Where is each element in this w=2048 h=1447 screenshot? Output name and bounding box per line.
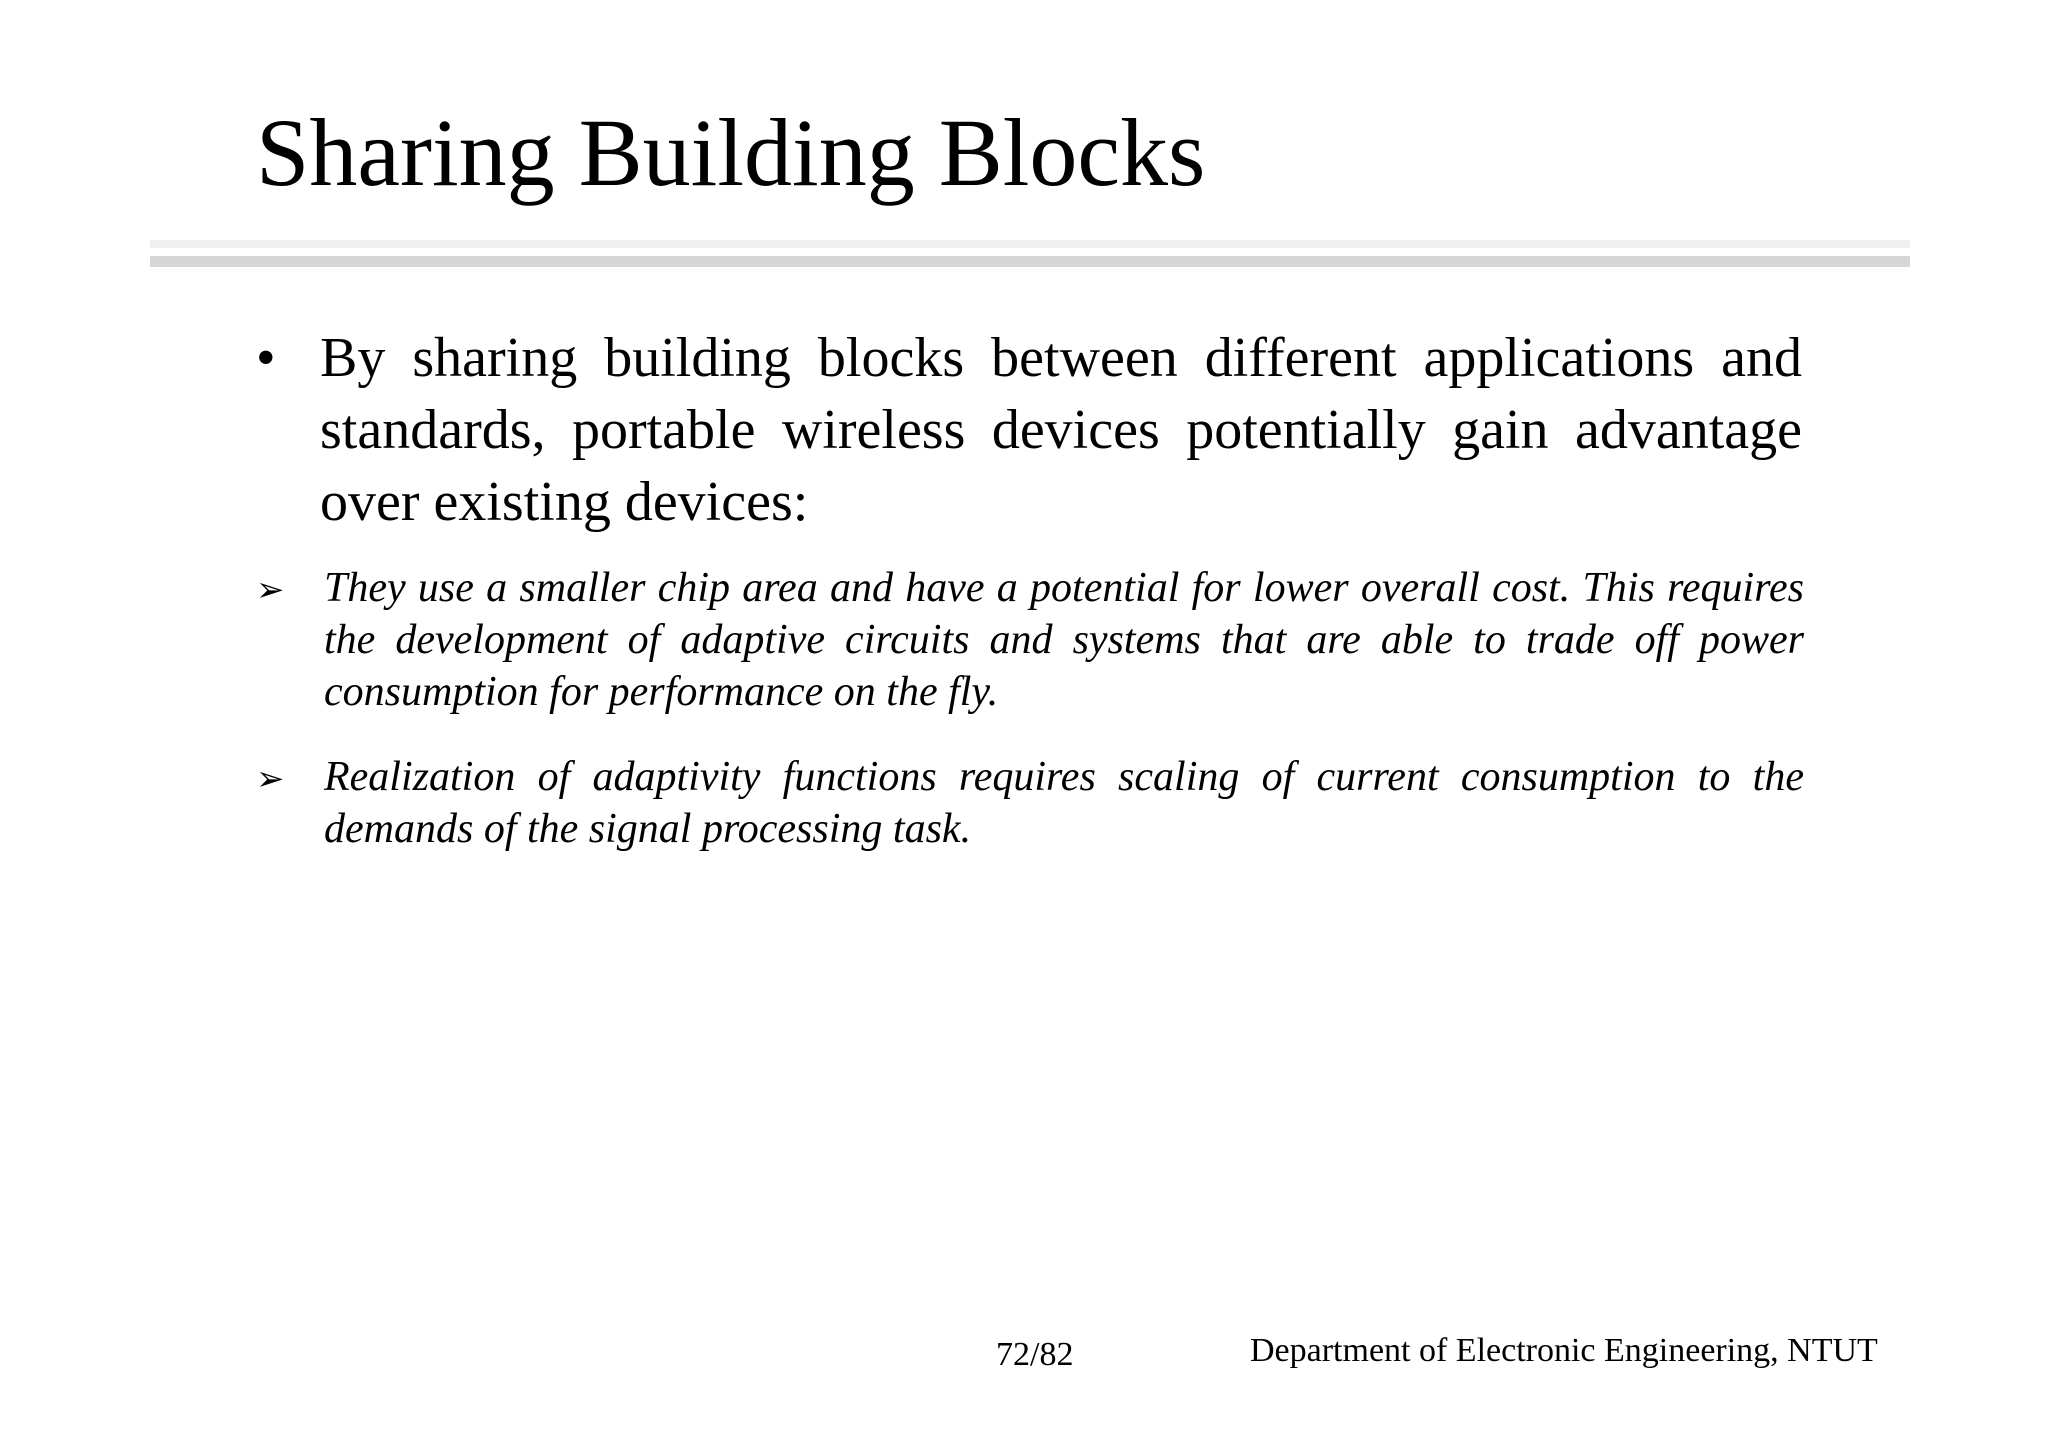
title-divider-dark [150, 256, 1910, 267]
main-bullet [256, 322, 1802, 538]
title-divider-light [150, 240, 1910, 248]
footer-department: Department of Electronic Engineering, NTUT [1250, 1332, 1878, 1369]
bullet-marker: • [256, 327, 276, 389]
main-bullet-text: By sharing building blocks between different applications and standards, portable wireless devices potentially gain advantage over existing devices: [320, 327, 1802, 533]
arrow-bullet-icon: ➢ [256, 759, 285, 799]
sub-item-chip-area [256, 562, 1804, 718]
arrow-bullet-icon: ➢ [256, 570, 285, 610]
page-number: 72/82 [996, 1336, 1074, 1373]
slide-title: Sharing Building Blocks [256, 99, 1206, 206]
sub-item-adaptivity [256, 751, 1804, 855]
sub-item-text: They use a smaller chip area and have a potential for lower overall cost. This requires the development of adaptive circuits and systems that are able to trade off power consumption for performance on the fly. [324, 565, 1804, 715]
sub-item-text: Realization of adaptivity functions requires scaling of current consumption to the demands of the signal processing task. [324, 754, 1804, 852]
